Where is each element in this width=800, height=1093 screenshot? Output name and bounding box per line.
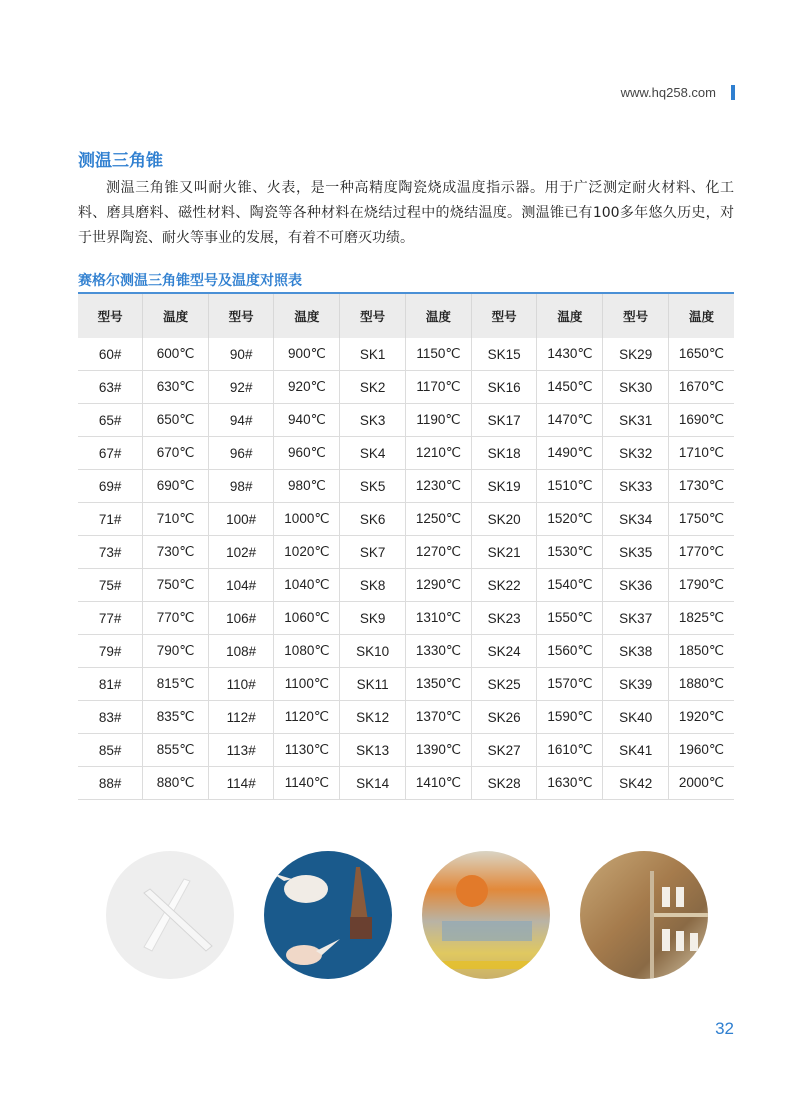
model-cell: SK41	[603, 734, 669, 767]
table-row	[78, 437, 734, 470]
model-cell: SK20	[471, 503, 537, 536]
model-cell: SK1	[340, 338, 406, 371]
model-cell: 114#	[208, 767, 273, 800]
model-cell: SK5	[340, 470, 406, 503]
temperature-cell: 1770℃	[668, 536, 734, 569]
model-cell: SK31	[603, 404, 669, 437]
model-cell: 110#	[208, 668, 273, 701]
model-cell: 71#	[78, 503, 143, 536]
model-cell: SK11	[340, 668, 406, 701]
header-model: 型号	[603, 293, 669, 338]
temperature-cell: 770℃	[143, 602, 209, 635]
model-cell: 106#	[208, 602, 273, 635]
temperature-cell: 1390℃	[405, 734, 471, 767]
model-cell: 73#	[78, 536, 143, 569]
temperature-cell: 1530℃	[537, 536, 603, 569]
table-row	[78, 536, 734, 569]
model-cell: SK25	[471, 668, 537, 701]
temperature-cell: 1650℃	[668, 338, 734, 371]
temperature-cell: 1670℃	[668, 371, 734, 404]
temperature-cell: 1190℃	[405, 404, 471, 437]
model-cell: 63#	[78, 371, 143, 404]
header-temperature: 温度	[143, 293, 209, 338]
table-row	[78, 767, 734, 800]
temperature-cell: 670℃	[143, 437, 209, 470]
header-model: 型号	[471, 293, 537, 338]
model-cell: SK39	[603, 668, 669, 701]
temperature-cell: 1520℃	[537, 503, 603, 536]
model-cell: SK19	[471, 470, 537, 503]
model-cell: 75#	[78, 569, 143, 602]
temperature-cell: 1330℃	[405, 635, 471, 668]
temperature-cell: 1610℃	[537, 734, 603, 767]
table-row	[78, 635, 734, 668]
table-row	[78, 701, 734, 734]
model-cell: SK29	[603, 338, 669, 371]
temperature-cell: 960℃	[274, 437, 340, 470]
header-accent-bar	[731, 85, 735, 100]
temperature-cell: 940℃	[274, 404, 340, 437]
model-cell: 98#	[208, 470, 273, 503]
temperature-cell: 1750℃	[668, 503, 734, 536]
model-cell: 94#	[208, 404, 273, 437]
model-cell: 65#	[78, 404, 143, 437]
temperature-cell: 1170℃	[405, 371, 471, 404]
temperature-cell: 835℃	[143, 701, 209, 734]
model-cell: SK4	[340, 437, 406, 470]
table-row	[78, 338, 734, 371]
temperature-cell: 1960℃	[668, 734, 734, 767]
temperature-cell: 1350℃	[405, 668, 471, 701]
model-cell: SK35	[603, 536, 669, 569]
temperature-cell: 1230℃	[405, 470, 471, 503]
page-number: 32	[715, 1019, 734, 1038]
temperature-cell: 1210℃	[405, 437, 471, 470]
section-title: 测温三角锥	[78, 151, 163, 171]
model-cell: 67#	[78, 437, 143, 470]
header-temperature: 温度	[274, 293, 340, 338]
table-row	[78, 602, 734, 635]
temperature-cell: 1100℃	[274, 668, 340, 701]
temperature-cell: 1790℃	[668, 569, 734, 602]
temperature-cell: 1040℃	[274, 569, 340, 602]
temperature-cell: 1000℃	[274, 503, 340, 536]
header-model: 型号	[340, 293, 406, 338]
model-cell: SK36	[603, 569, 669, 602]
model-cell: SK8	[340, 569, 406, 602]
temperature-cell: 1430℃	[537, 338, 603, 371]
model-cell: SK10	[340, 635, 406, 668]
temperature-cell: 1880℃	[668, 668, 734, 701]
model-cell: 88#	[78, 767, 143, 800]
temperature-cell: 1410℃	[405, 767, 471, 800]
model-cell: SK15	[471, 338, 537, 371]
temperature-cell: 980℃	[274, 470, 340, 503]
temperature-cell: 1550℃	[537, 602, 603, 635]
temperature-cell: 1490℃	[537, 437, 603, 470]
model-cell: 92#	[208, 371, 273, 404]
temperature-cell: 1120℃	[274, 701, 340, 734]
model-cell: SK32	[603, 437, 669, 470]
model-cell: 104#	[208, 569, 273, 602]
temperature-cell: 790℃	[143, 635, 209, 668]
temperature-cell: 730℃	[143, 536, 209, 569]
temperature-cell: 1290℃	[405, 569, 471, 602]
model-cell: SK18	[471, 437, 537, 470]
temperature-cell: 1310℃	[405, 602, 471, 635]
temperature-cell: 1850℃	[668, 635, 734, 668]
temperature-cell: 1825℃	[668, 602, 734, 635]
model-cell: 112#	[208, 701, 273, 734]
model-cell: SK6	[340, 503, 406, 536]
temperature-cell: 1450℃	[537, 371, 603, 404]
model-cell: SK12	[340, 701, 406, 734]
header-model: 型号	[208, 293, 273, 338]
temperature-cell: 815℃	[143, 668, 209, 701]
table-row	[78, 503, 734, 536]
temperature-cell: 1130℃	[274, 734, 340, 767]
model-cell: 77#	[78, 602, 143, 635]
temperature-cell: 1510℃	[537, 470, 603, 503]
cone-photo-blue	[264, 851, 392, 979]
model-cell: 90#	[208, 338, 273, 371]
cone-temperature-table	[78, 292, 734, 800]
temperature-cell: 750℃	[143, 569, 209, 602]
temperature-cell: 690℃	[143, 470, 209, 503]
table-title: 赛格尔测温三角锥型号及温度对照表	[78, 273, 302, 289]
temperature-cell: 1020℃	[274, 536, 340, 569]
intro-paragraph: 测温三角锥又叫耐火锥、火表，是一种高精度陶瓷烧成温度指示器。用于广泛测定耐火材料、化工料、磨具磨料、磁性材料、陶瓷等各种材料在烧结过程中的烧结温度。测温锥已有100多年悠久历史，对于世界陶瓷、耐火等事业的发展，有着不可磨灭功绩。	[78, 180, 734, 246]
model-cell: SK13	[340, 734, 406, 767]
header-model: 型号	[78, 293, 143, 338]
temperature-cell: 920℃	[274, 371, 340, 404]
temperature-cell: 1570℃	[537, 668, 603, 701]
temperature-cell: 1690℃	[668, 404, 734, 437]
model-cell: SK38	[603, 635, 669, 668]
model-cell: 83#	[78, 701, 143, 734]
model-cell: SK34	[603, 503, 669, 536]
model-cell: SK26	[471, 701, 537, 734]
temperature-cell: 1470℃	[537, 404, 603, 437]
temperature-cell: 1920℃	[668, 701, 734, 734]
header-temperature: 温度	[668, 293, 734, 338]
website-url: www.hq258.com	[620, 85, 716, 100]
model-cell: SK40	[603, 701, 669, 734]
model-cell: SK42	[603, 767, 669, 800]
model-cell: 69#	[78, 470, 143, 503]
model-cell: 81#	[78, 668, 143, 701]
model-cell: 100#	[208, 503, 273, 536]
table-row	[78, 569, 734, 602]
temperature-cell: 900℃	[274, 338, 340, 371]
table-row	[78, 734, 734, 767]
model-cell: SK14	[340, 767, 406, 800]
table-row	[78, 404, 734, 437]
temperature-cell: 650℃	[143, 404, 209, 437]
pottery-kiln-photo	[580, 851, 708, 979]
table-row	[78, 470, 734, 503]
model-cell: 108#	[208, 635, 273, 668]
model-cell: SK2	[340, 371, 406, 404]
model-cell: SK17	[471, 404, 537, 437]
header-temperature: 温度	[405, 293, 471, 338]
model-cell: 102#	[208, 536, 273, 569]
temperature-cell: 1060℃	[274, 602, 340, 635]
factory-robot-photo	[422, 851, 550, 979]
header-temperature: 温度	[537, 293, 603, 338]
table-header-row	[78, 293, 734, 338]
temperature-cell: 1250℃	[405, 503, 471, 536]
model-cell: SK30	[603, 371, 669, 404]
model-cell: SK16	[471, 371, 537, 404]
model-cell: 60#	[78, 338, 143, 371]
temperature-cell: 710℃	[143, 503, 209, 536]
model-cell: SK7	[340, 536, 406, 569]
temperature-cell: 1590℃	[537, 701, 603, 734]
model-cell: SK23	[471, 602, 537, 635]
temperature-cell: 1540℃	[537, 569, 603, 602]
temperature-cell: 1270℃	[405, 536, 471, 569]
temperature-cell: 1710℃	[668, 437, 734, 470]
model-cell: SK37	[603, 602, 669, 635]
model-cell: SK9	[340, 602, 406, 635]
model-cell: SK33	[603, 470, 669, 503]
model-cell: SK21	[471, 536, 537, 569]
model-cell: 96#	[208, 437, 273, 470]
temperature-cell: 1150℃	[405, 338, 471, 371]
model-cell: 85#	[78, 734, 143, 767]
temperature-cell: 855℃	[143, 734, 209, 767]
temperature-cell: 1140℃	[274, 767, 340, 800]
model-cell: SK22	[471, 569, 537, 602]
temperature-cell: 1080℃	[274, 635, 340, 668]
model-cell: 79#	[78, 635, 143, 668]
table-row	[78, 371, 734, 404]
model-cell: SK24	[471, 635, 537, 668]
temperature-cell: 880℃	[143, 767, 209, 800]
model-cell: SK28	[471, 767, 537, 800]
cone-photo-white	[106, 851, 234, 979]
table-row	[78, 668, 734, 701]
temperature-cell: 1370℃	[405, 701, 471, 734]
temperature-cell: 630℃	[143, 371, 209, 404]
temperature-cell: 1560℃	[537, 635, 603, 668]
model-cell: 113#	[208, 734, 273, 767]
model-cell: SK3	[340, 404, 406, 437]
temperature-cell: 600℃	[143, 338, 209, 371]
model-cell: SK27	[471, 734, 537, 767]
temperature-cell: 1630℃	[537, 767, 603, 800]
temperature-cell: 1730℃	[668, 470, 734, 503]
temperature-cell: 2000℃	[668, 767, 734, 800]
